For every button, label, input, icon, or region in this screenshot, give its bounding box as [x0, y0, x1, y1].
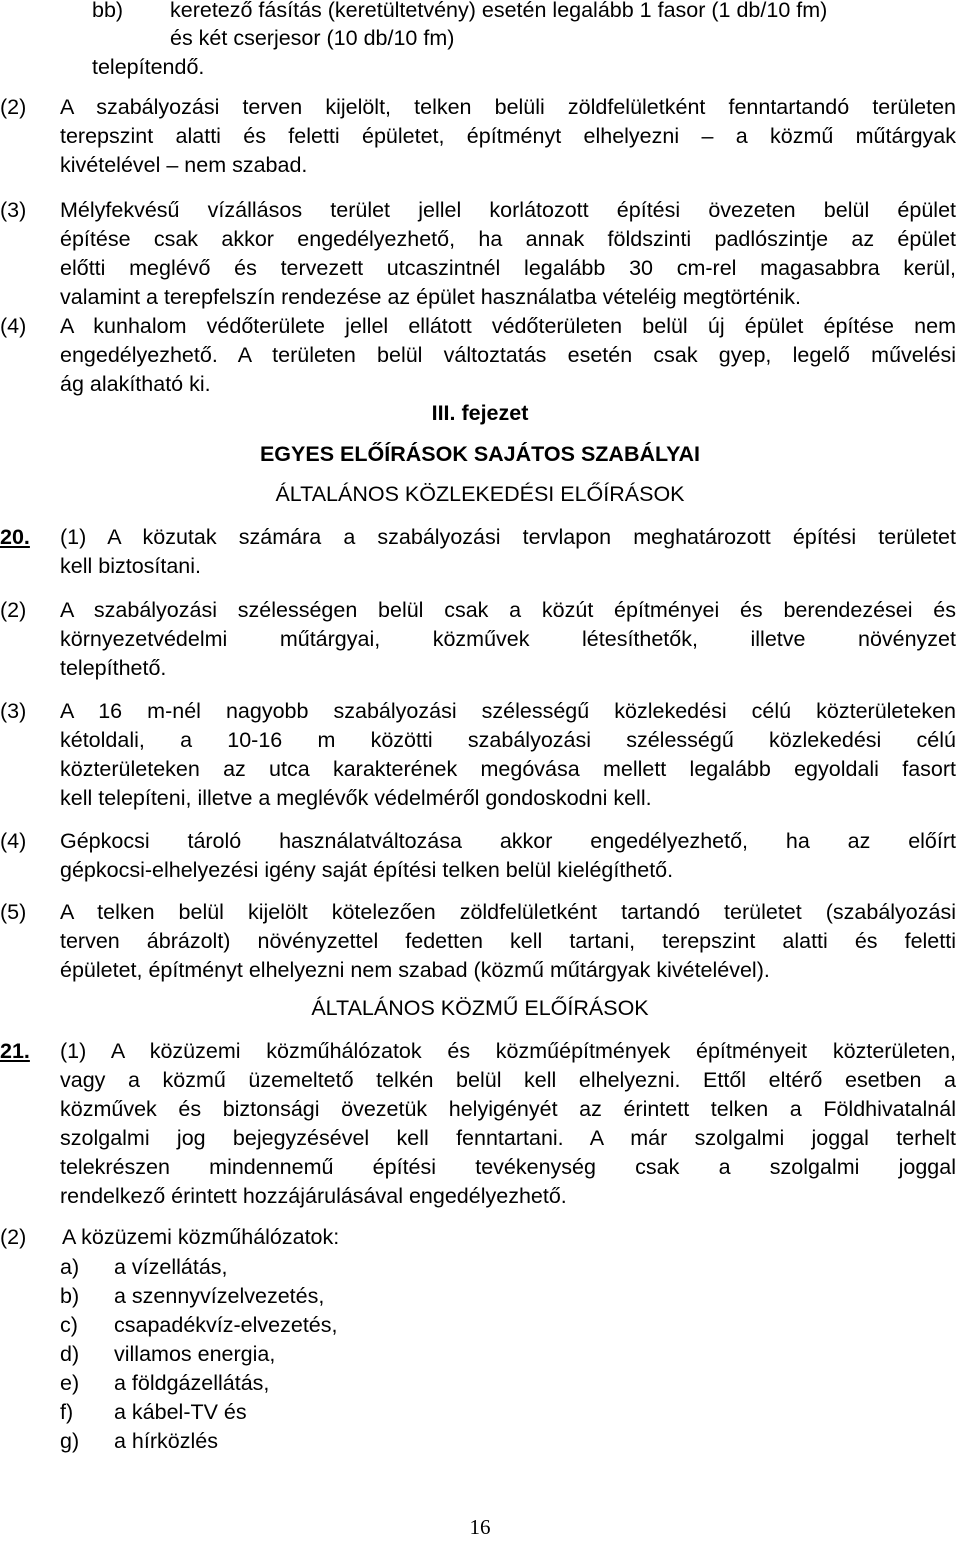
s21-p1-line-3: közművek és biztonsági övezetük helyigényét az érintett telken a Földhivatalnál — [60, 1097, 956, 1121]
paragraph-4-line-3: ág alakítható ki. — [60, 372, 211, 396]
s20-p5-line-2: terven ábrázolt) növényzettel fedetten kell tartani, terepszint alatti és feletti — [60, 929, 956, 953]
s21-p1-line-4: szolgalmi jog bejegyzésével kell fenntartani. A már szolgalmi joggal terhelt — [60, 1126, 956, 1150]
paragraph-3-line-4: valamint a terepfelszín rendezése az épület használatba vételéig megtörténik. — [60, 285, 801, 309]
paragraph-label-2: (2) — [0, 95, 27, 119]
s20-p3-line-1: A 16 m-nél nagyobb szabályozási szélességű közlekedési célú közterületeken — [60, 699, 956, 723]
s20-p2-line-1: A szabályozási szélességen belül csak a közút építményei és berendezései és — [60, 598, 956, 622]
s20-p5-line-1: A telken belül kijelölt kötelezően zöldfelületként tartandó területet (szabályozási — [60, 900, 956, 924]
paragraph-2-line-3: kivételével – nem szabad. — [60, 153, 308, 177]
bb-line-2: és két cserjesor (10 db/10 fm) — [170, 26, 455, 50]
paragraph-label-3: (3) — [0, 198, 27, 222]
paragraph-2-line-2: terepszint alatti és feletti épületet, építményt elhelyezni – a közmű műtárgyak — [60, 124, 956, 148]
chapter-number: III. fejezet — [431, 401, 529, 425]
paragraph-3-line-3: előtti meglévő és tervezett utcaszintnél legalább 30 cm-rel magasabbra kerül, — [60, 256, 956, 280]
s21-p1-line-2: vagy a közmű üzemeltető telkén belül kell elhelyezni. Ettől eltérő esetben a — [60, 1068, 956, 1092]
s20-p3-line-4: kell telepíteni, illetve a meglévők védelméről gondoskodni kell. — [60, 786, 652, 810]
s20-label-3: (3) — [0, 699, 27, 723]
paragraph-label-4: (4) — [0, 314, 27, 338]
list-item-label-c: c) — [60, 1313, 78, 1337]
list-item-label-f: f) — [60, 1400, 74, 1424]
list-item-label-g: g) — [60, 1429, 80, 1453]
section-number-21: 21. — [0, 1039, 30, 1063]
list-item-text-g: a hírközlés — [114, 1429, 218, 1453]
section-heading-utilities: ÁLTALÁNOS KÖZMŰ ELŐÍRÁSOK — [311, 996, 649, 1020]
s20-p1-line-1: (1) A közutak számára a szabályozási tervlapon meghatározott építési területet — [60, 525, 956, 549]
s20-label-5: (5) — [0, 900, 27, 924]
paragraph-3-line-2: építése csak akkor engedélyezhető, ha annak földszinti padlószintje az épület — [60, 227, 956, 251]
list-item-text-d: villamos energia, — [114, 1342, 276, 1366]
s20-p4-line-1: Gépkocsi tároló használatváltozása akkor engedélyezhető, ha az előírt — [60, 829, 956, 853]
s20-p4-line-2: gépkocsi-elhelyezési igény saját építési telken belül kielégíthető. — [60, 858, 674, 882]
s20-p5-line-3: épületet, építményt elhelyezni nem szabad (közmű műtárgyak kivételével). — [60, 958, 770, 982]
s20-label-2: (2) — [0, 598, 27, 622]
list-item-label-b: b) — [60, 1284, 80, 1308]
paragraph-2-line-1: A szabályozási terven kijelölt, telken belüli zöldfelületként fenntartandó területen — [60, 95, 956, 119]
bb-line-3: telepítendő. — [92, 55, 205, 79]
s20-label-4: (4) — [0, 829, 27, 853]
list-item-text-c: csapadékvíz-elvezetés, — [114, 1313, 338, 1337]
list-item-label-e: e) — [60, 1371, 80, 1395]
chapter-title: EGYES ELŐÍRÁSOK SAJÁTOS SZABÁLYAI — [259, 442, 701, 466]
list-item-text-f: a kábel-TV és — [114, 1400, 247, 1424]
s21-label-2: (2) — [0, 1225, 27, 1249]
s21-p1-line-1: (1) A közüzemi közműhálózatok és közműépítmények építményeit közterületen, — [60, 1039, 956, 1063]
s20-p3-line-2: kétoldali, a 10-16 m közötti szabályozási szélességű közlekedési célú — [60, 728, 956, 752]
s21-p2-intro: A közüzemi közműhálózatok: — [62, 1225, 340, 1249]
s20-p1-line-2: kell biztosítani. — [60, 554, 202, 578]
section-heading-traffic: ÁLTALÁNOS KÖZLEKEDÉSI ELŐÍRÁSOK — [275, 482, 685, 506]
s21-p1-line-5: telekrészen mindennemű építési tevékenység csak a szolgalmi joggal — [60, 1155, 956, 1179]
s20-p3-line-3: közterületeken az utca karakterének megóvása mellett legalább egyoldali fasort — [60, 757, 956, 781]
s20-p2-line-2: környezetvédelmi műtárgyai, közművek létesíthetők, illetve növényzet — [60, 627, 956, 651]
list-item-label-a: a) — [60, 1255, 80, 1279]
paragraph-4-line-1: A kunhalom védőterülete jellel ellátott védőterületen belül új épület építése nem — [60, 314, 956, 338]
list-item-label-d: d) — [60, 1342, 80, 1366]
list-item-text-a: a vízellátás, — [114, 1255, 228, 1279]
s21-p1-line-6: rendelkező érintett hozzájárulásával engedélyezhető. — [60, 1184, 567, 1208]
bb-line-1: keretező fásítás (keretültetvény) esetén legalább 1 fasor (1 db/10 fm) — [170, 0, 828, 22]
list-item-text-e: a földgázellátás, — [114, 1371, 270, 1395]
list-label-bb: bb) — [92, 0, 124, 22]
list-item-text-b: a szennyvízelvezetés, — [114, 1284, 325, 1308]
s20-p2-line-3: telepíthető. — [60, 656, 167, 680]
paragraph-4-line-2: engedélyezhető. A területen belül változtatás esetén csak gyep, legelő művelési — [60, 343, 956, 367]
page-number: 16 — [469, 1515, 491, 1539]
paragraph-3-line-1: Mélyfekvésű vízállásos terület jellel korlátozott építési övezeten belül épület — [60, 198, 956, 222]
section-number-20: 20. — [0, 525, 30, 549]
